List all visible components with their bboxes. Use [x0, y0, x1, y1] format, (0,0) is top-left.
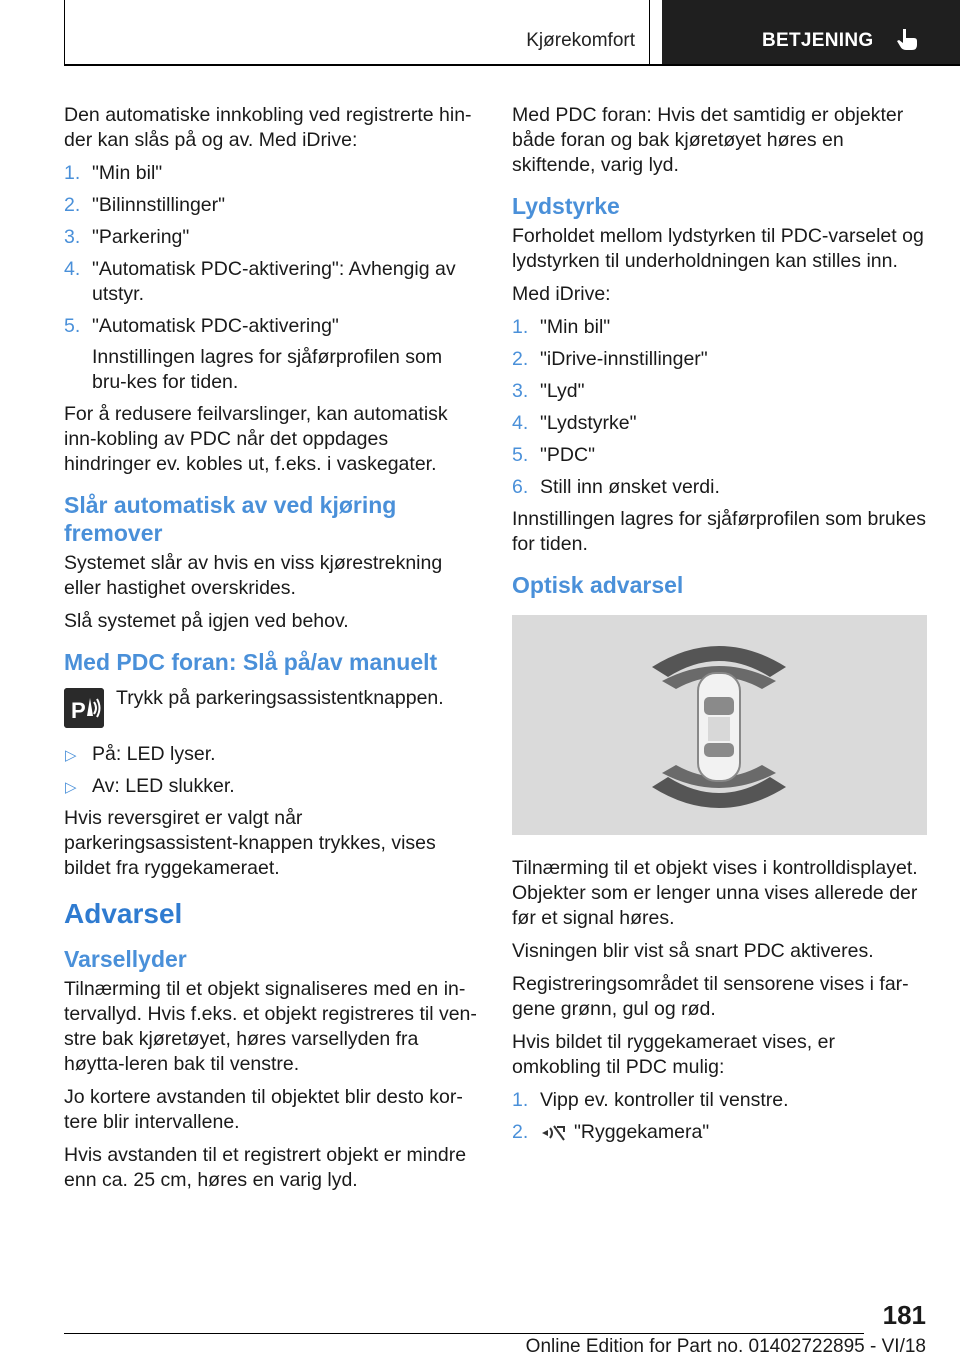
header-divider	[649, 0, 650, 64]
led-bullets	[64, 742, 479, 799]
step-text: "iDrive-innstillinger"	[540, 348, 708, 370]
list-item	[512, 347, 927, 372]
step-text: Vipp ev. kontroller til venstre.	[540, 1089, 789, 1111]
heading-sounds: Varsellyder	[64, 946, 187, 972]
list-item	[64, 161, 479, 186]
step-text: "Ryggekamera"	[574, 1121, 710, 1143]
footer-rule	[64, 1333, 864, 1334]
volume-steps	[512, 315, 927, 500]
reverse-text: Hvis reversgiret er valgt når parkeringsassistent-knappen trykkes, vises bildet fra ryggekameraet.	[64, 807, 436, 879]
parking-assistant-button-icon	[64, 688, 104, 728]
parking-button-instruction	[64, 686, 479, 732]
triangle-bullet-icon: ▷	[65, 779, 77, 796]
auto-off-text-1: Systemet slår av hvis en viss kjørestrekning eller hastighet overskrides.	[64, 552, 443, 599]
idrive-text: Med iDrive:	[512, 283, 611, 305]
list-item	[64, 225, 479, 250]
list-item	[512, 379, 927, 404]
step-text: "PDC"	[540, 444, 596, 466]
step-number: 5.	[64, 315, 81, 337]
step-number: 5.	[512, 444, 529, 466]
step-number: 4.	[512, 412, 529, 434]
step-text: "Min bil"	[92, 162, 163, 184]
list-item	[64, 774, 479, 799]
heading-warning: Advarsel	[64, 898, 183, 929]
step-text: "Lydstyrke"	[540, 412, 637, 434]
intro-text: Den automatiske innkobling ved registrerte hin-der kan slås på og av. Med iDrive:	[64, 104, 472, 151]
sounds-text-1: Tilnærming til et objekt signaliseres med en in-tervallyd. Hvis f.eks. et objekt registreres til ven-stre bak kjøretøyet, høres varsellyden fra høytta-leren bak til venstre.	[64, 978, 477, 1075]
list-item	[512, 1088, 927, 1113]
step-number: 2.	[512, 1121, 529, 1143]
sounds-text-3: Hvis avstanden til et registrert objekt er mindre enn ca. 25 cm, høres en varig lyd.	[64, 1144, 467, 1191]
header-border-left	[64, 0, 65, 64]
step-number: 4.	[64, 258, 81, 280]
optic-text-4: Hvis bildet til ryggekameraet vises, er omkobling til PDC mulig:	[512, 1031, 835, 1078]
heading-volume: Lydstyrke	[512, 193, 620, 219]
auto-off-text-2: Slå systemet på igjen ved behov.	[64, 610, 349, 632]
step-number: 2.	[64, 194, 81, 216]
section-label: BETJENING	[762, 30, 874, 51]
pointing-hand-icon	[894, 26, 920, 52]
page-number: 181	[882, 1300, 926, 1330]
step-text: "Parkering"	[92, 226, 190, 248]
chapter-title: Kjørekomfort	[526, 30, 635, 51]
optic-text-3: Registreringsområdet til sensorene vises i far-gene grønn, gul og rød.	[512, 973, 909, 1020]
step-number: 1.	[512, 316, 529, 338]
triangle-bullet-icon: ▷	[65, 747, 77, 764]
step-number: 3.	[64, 226, 81, 248]
list-item	[64, 742, 479, 767]
step-subtext: Innstillingen lagres for sjåførprofilen som bru-kes for tiden.	[92, 346, 443, 393]
svg-text:P: P	[71, 698, 86, 723]
optic-text-1: Tilnærming til et objekt vises i kontrolldisplayet. Objekter som er lenger unna vises allerede der før et signal høres.	[512, 857, 918, 929]
edition-text: Online Edition for Part no. 01402722895 - VI/18	[525, 1336, 926, 1357]
step-text: "Automatisk PDC-aktivering"	[92, 315, 339, 337]
saved-text: Innstillingen lagres for sjåførprofilen som brukes for tiden.	[512, 508, 927, 555]
header-rule	[64, 64, 960, 66]
reduce-text: For å redusere feilvarslinger, kan automatisk inn-kobling av PDC når det oppdages hindringer ev. kobles ut, f.eks. i vaskegater.	[64, 403, 448, 475]
list-item	[512, 1120, 927, 1145]
right-column	[512, 103, 927, 1152]
bullet-text: På: LED lyser.	[92, 743, 216, 765]
step-text: "Bilinnstillinger"	[92, 194, 226, 216]
rear-camera-icon	[540, 1124, 566, 1142]
front-text: Med PDC foran: Hvis det samtidig er objekter både foran og bak kjøretøyet høres en skiftende, varig lyd.	[512, 104, 904, 176]
step-number: 6.	[512, 476, 529, 498]
pdc-display-image	[512, 615, 927, 835]
auto-activation-steps	[64, 161, 479, 395]
list-item	[512, 411, 927, 436]
list-item	[64, 257, 479, 307]
step-number: 2.	[512, 348, 529, 370]
step-number: 3.	[512, 380, 529, 402]
list-item	[512, 475, 927, 500]
step-number: 1.	[512, 1089, 529, 1111]
optic-text-2: Visningen blir vist så snart PDC aktiveres.	[512, 940, 874, 962]
step-number: 1.	[64, 162, 81, 184]
list-item	[512, 443, 927, 468]
step-text: Still inn ønsket verdi.	[540, 476, 720, 498]
camera-steps	[512, 1088, 927, 1145]
heading-manual: Med PDC foran: Slå på/av manuelt	[64, 649, 438, 675]
sounds-text-2: Jo kortere avstanden til objektet blir desto kor-tere blir intervallene.	[64, 1086, 463, 1133]
list-item	[64, 193, 479, 218]
bullet-text: Av: LED slukker.	[92, 775, 235, 797]
heading-optic: Optisk advarsel	[512, 572, 684, 598]
step-text: "Min bil"	[540, 316, 611, 338]
section-tab	[662, 0, 960, 66]
list-item	[512, 315, 927, 340]
list-item	[64, 314, 479, 395]
step-text: "Automatisk PDC-aktivering": Avhengig av utstyr.	[92, 258, 456, 305]
volume-text: Forholdet mellom lydstyrken til PDC-varselet og lydstyrken til underholdningen kan stilles inn.	[512, 225, 924, 272]
left-column	[64, 103, 479, 1201]
step-text: "Lyd"	[540, 380, 585, 402]
heading-auto-off: Slår automatisk av ved kjøring fremover	[64, 492, 397, 546]
button-text: Trykk på parkeringsassistentknappen.	[116, 687, 444, 709]
